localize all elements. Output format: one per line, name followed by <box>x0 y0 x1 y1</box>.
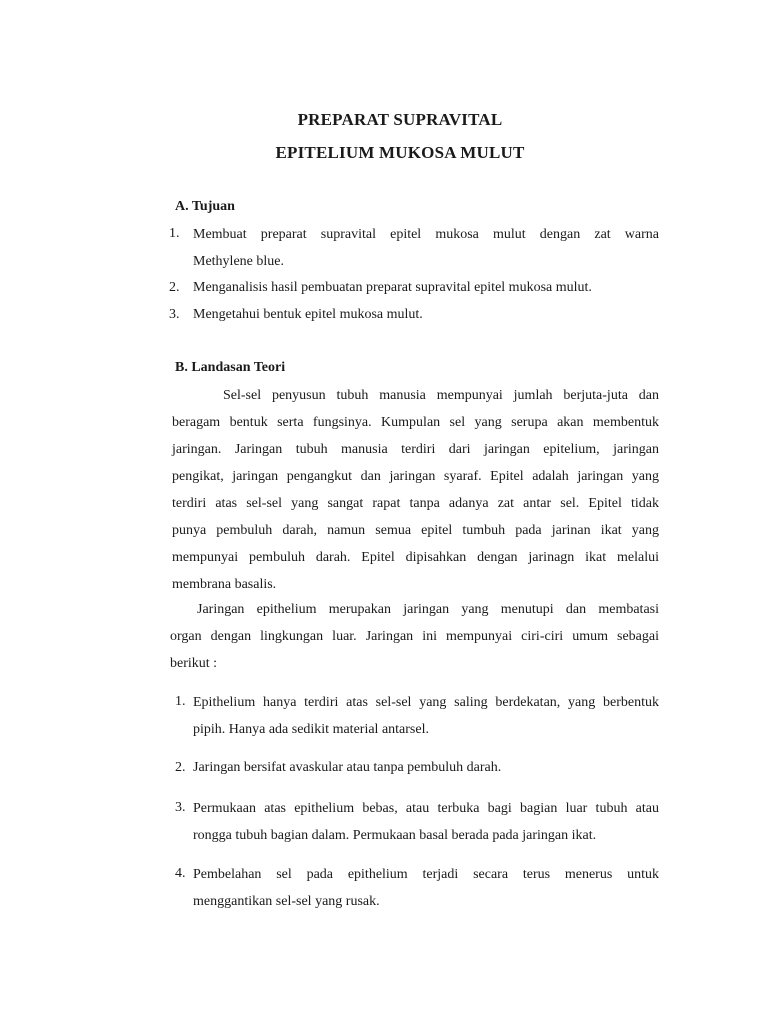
paragraph-1-line-7: mempunyai pembuluh darah. Epitel dipisahkan dengan jarinagn ikat melalui <box>172 550 659 565</box>
landasan-paragraph-1 <box>172 382 659 598</box>
paragraph-2-line-1: Jaringan epithelium merupakan jaringan yang menutupi dan membatasi <box>197 602 659 617</box>
ciri-item-1-line-1: Epithelium hanya terdiri atas sel-sel yang saling berdekatan, yang berbentuk <box>193 695 659 710</box>
paragraph-1-line-5: terdiri atas sel-sel yang sangat rapat tanpa adanya zat antar sel. Epitel tidak <box>172 496 659 511</box>
paragraph-1-line-3: jaringan. Jaringan tubuh manusia terdiri dari jaringan epitelium, jaringan <box>172 442 659 457</box>
section-a-heading: A. Tujuan <box>175 199 235 214</box>
ciri-item-4-number: 4. <box>175 866 186 881</box>
paragraph-1-line-1: Sel-sel penyusun tubuh manusia mempunyai jumlah berjuta-juta dan <box>223 388 659 403</box>
paragraph-1-line-6: punya pembuluh darah, namun semua epitel tumbuh pada jarinan ikat yang <box>172 523 659 538</box>
paragraph-1-line-4: pengikat, jaringan pengangkut dan jaringan syaraf. Epitel adalah jaringan yang <box>172 469 659 484</box>
ciri-item-4-line-1: Pembelahan sel pada epithelium terjadi secara terus menerus untuk <box>193 867 659 882</box>
tujuan-item-1 <box>193 221 659 275</box>
tujuan-item-3-text: Mengetahui bentuk epitel mukosa mulut. <box>193 307 423 322</box>
ciri-item-3 <box>193 795 659 849</box>
ciri-item-3-line-1: Permukaan atas epithelium bebas, atau terbuka bagi bagian luar tubuh atau <box>193 801 659 816</box>
paragraph-1-line-8: membrana basalis. <box>172 577 277 592</box>
landasan-paragraph-2 <box>170 596 659 677</box>
ciri-item-1-number: 1. <box>175 694 186 709</box>
paragraph-1-line-2: beragam bentuk serta fungsinya. Kumpulan sel yang serupa akan membentuk <box>172 415 659 430</box>
tujuan-item-1-line-1: Membuat preparat supravital epitel mukosa mulut dengan zat warna <box>193 227 659 242</box>
ciri-item-4 <box>193 861 659 915</box>
document-title-line2: EPITELIUM MUKOSA MULUT <box>275 143 525 162</box>
tujuan-item-2-number: 2. <box>169 280 180 295</box>
tujuan-item-1-line-2: Methylene blue. <box>193 254 284 269</box>
section-b-heading: B. Landasan Teori <box>175 360 286 375</box>
ciri-item-3-line-2: rongga tubuh bagian dalam. Permukaan basal berada pada jaringan ikat. <box>193 828 597 843</box>
ciri-item-3-number: 3. <box>175 800 186 815</box>
ciri-item-4-line-2: menggantikan sel-sel yang rusak. <box>193 894 380 909</box>
paragraph-2-line-2: organ dengan lingkungan luar. Jaringan ini mempunyai ciri-ciri umum sebagai <box>170 629 659 644</box>
paragraph-2-line-3: berikut : <box>170 656 218 671</box>
ciri-item-2-text: Jaringan bersifat avaskular atau tanpa pembuluh darah. <box>193 760 502 775</box>
document-title-line1: PREPARAT SUPRAVITAL <box>297 110 503 129</box>
tujuan-item-3-number: 3. <box>169 307 180 322</box>
tujuan-item-2-text: Menganalisis hasil pembuatan preparat supravital epitel mukosa mulut. <box>193 280 592 295</box>
tujuan-item-1-number: 1. <box>169 226 180 241</box>
ciri-item-1-line-2: pipih. Hanya ada sedikit material antarsel. <box>193 722 429 737</box>
ciri-item-1 <box>193 689 659 743</box>
ciri-item-2-number: 2. <box>175 760 186 775</box>
